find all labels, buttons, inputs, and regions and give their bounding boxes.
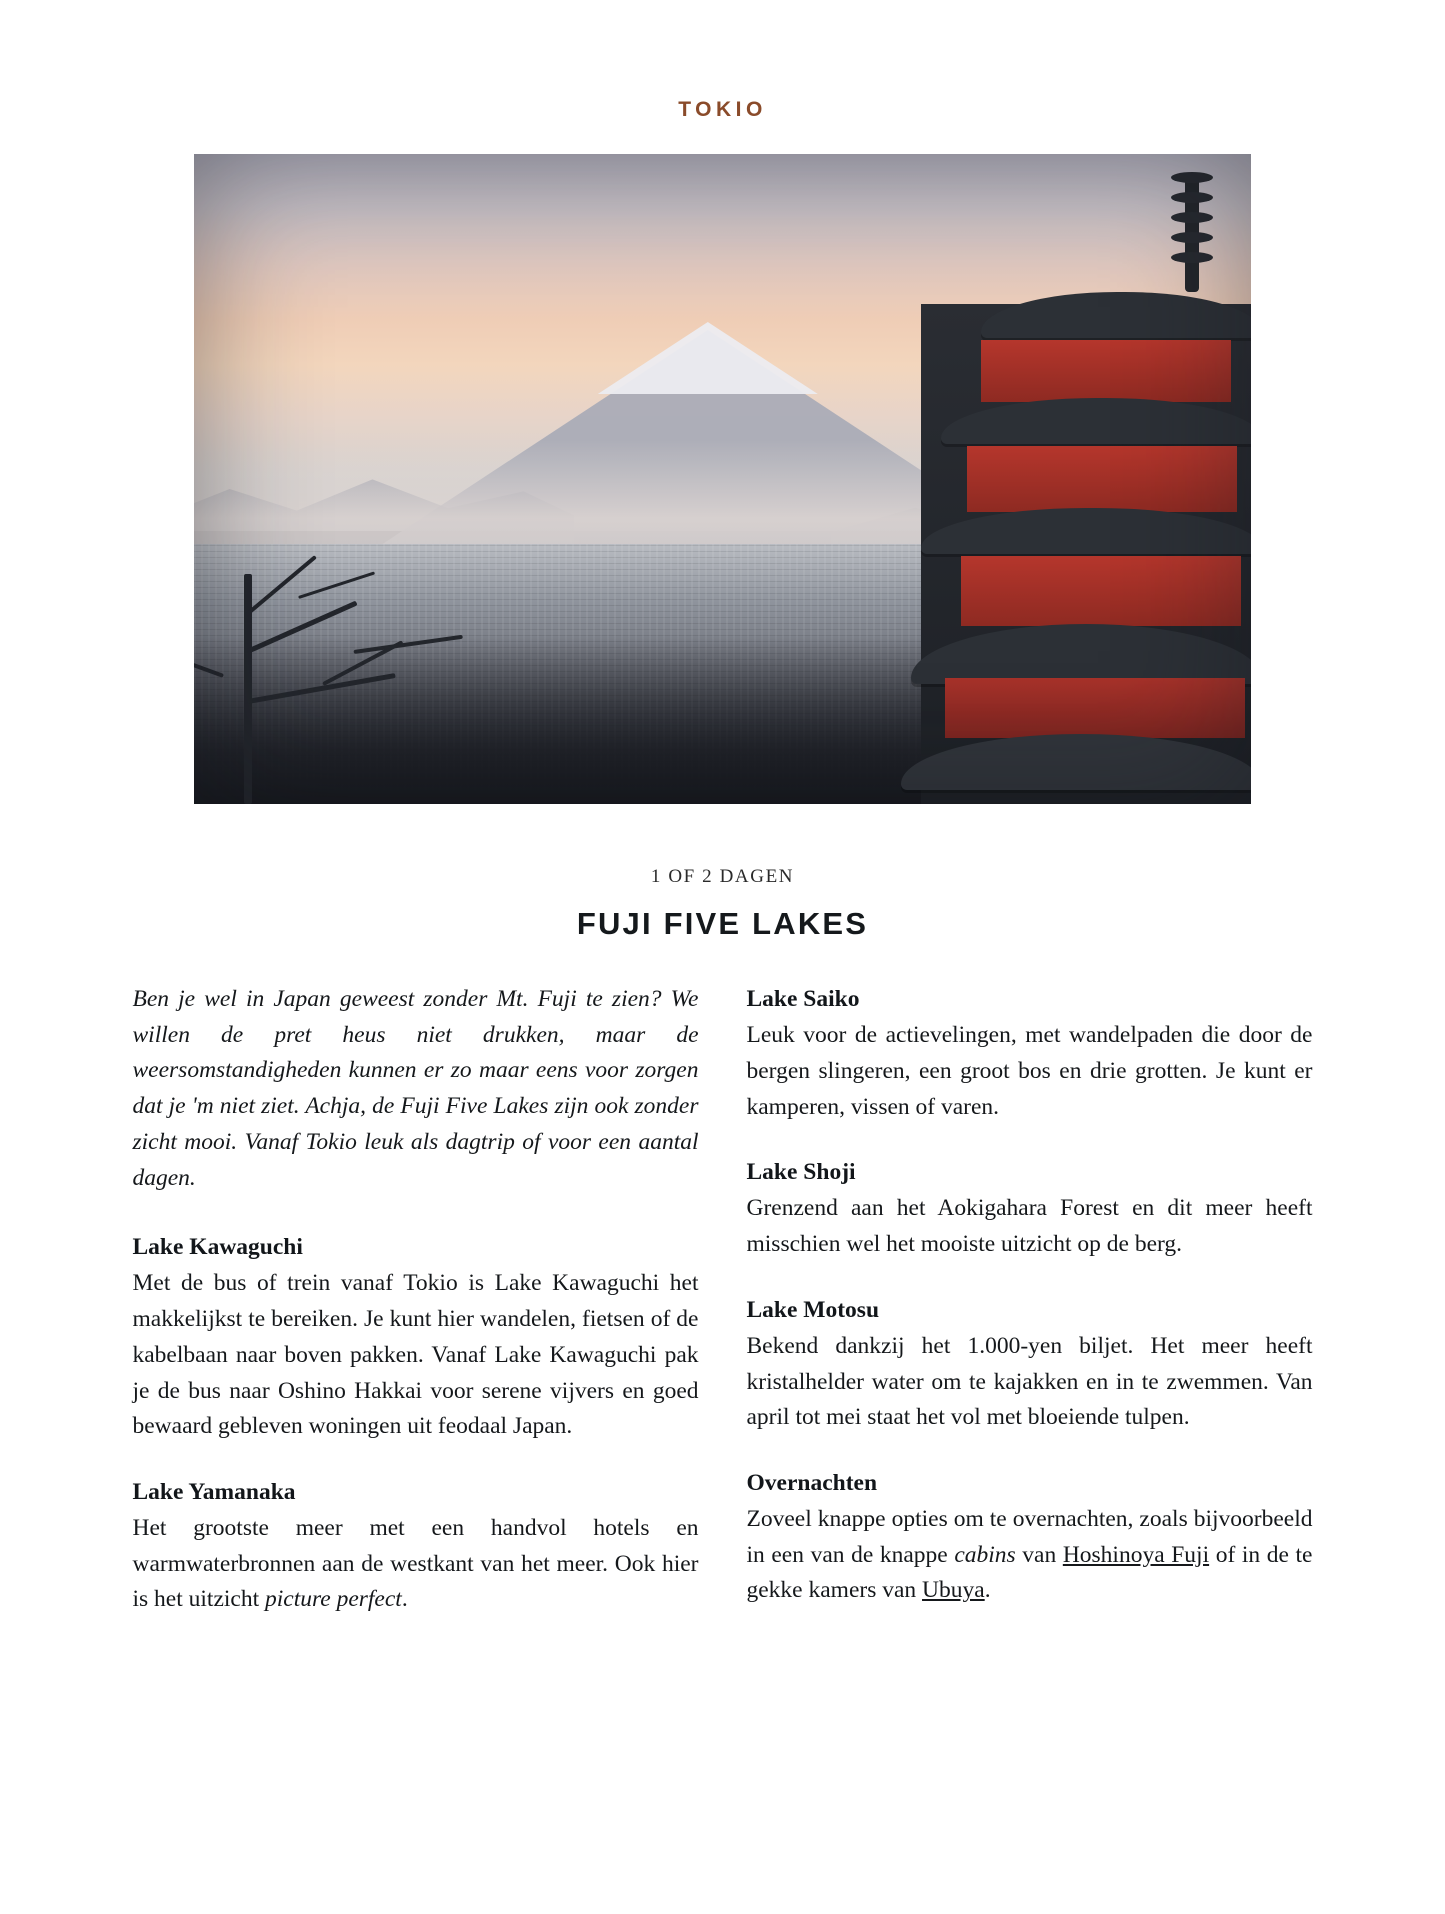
body-lake-motosu: Bekend dankzij het 1.000-yen biljet. Het meer heeft kristalhelder water om te kajakken en in te zwemmen. Van april tot mei staat het vol met bloeiende tulpen. bbox=[746, 1332, 1313, 1431]
heading-lake-yamanaka: Lake Yamanaka bbox=[132, 1478, 296, 1505]
section-lake-motosu bbox=[747, 1293, 1313, 1436]
pagoda-red-1 bbox=[981, 340, 1231, 402]
body-overnachten bbox=[747, 1502, 1313, 1609]
heading-overnachten: Overnachten bbox=[746, 1469, 878, 1496]
article-columns bbox=[133, 982, 1313, 1644]
document-header bbox=[0, 0, 1445, 122]
body-lake-saiko: Leuk voor de actievelingen, met wandelpaden die door de bergen slingeren, een groot bos en drie grotten. Je kunt er kamperen, vissen of varen. bbox=[746, 1022, 1313, 1120]
pagoda-red-4 bbox=[945, 678, 1245, 738]
link-hoshinoya-fuji[interactable]: Hoshinoya Fuji bbox=[1062, 1541, 1210, 1568]
hero-image bbox=[194, 154, 1251, 804]
emphasis-cabins: cabins bbox=[954, 1541, 1016, 1568]
page-kicker: TOKIO bbox=[678, 98, 767, 121]
section-lake-yamanaka bbox=[133, 1475, 699, 1618]
body-text-end: . bbox=[401, 1586, 408, 1613]
heading-lake-shoji: Lake Shoji bbox=[746, 1159, 856, 1186]
fuji-snowcap bbox=[597, 322, 817, 394]
body-text-1: Zoveel knappe opties om te overnachten, zoals bijvoorbeeld in een van de knappe bbox=[746, 1506, 1313, 1568]
hero-illustration bbox=[194, 154, 1251, 804]
section-lake-saiko bbox=[747, 982, 1313, 1125]
right-column bbox=[747, 982, 1313, 1635]
pagoda-roof-1 bbox=[981, 292, 1251, 338]
heading-lake-saiko: Lake Saiko bbox=[746, 986, 860, 1012]
body-lake-kawaguchi: Met de bus of trein vanaf Tokio is Lake Kawaguchi het makkelijkst te bereiken. Je kunt hier wandelen, fietsen of de kabelbaan naar boven pakken. Vanaf Lake Kawaguchi pak je de bus naar Oshino Hakkai voor serene vijvers en goed bewaard gebleven woningen uit feodaal Japan. bbox=[132, 1270, 699, 1440]
body-text: Het grootste meer met een handvol hotels en warmwaterbronnen aan de westkant van het meer. Ook hier is het uitzicht bbox=[132, 1515, 699, 1613]
bare-tree bbox=[204, 474, 534, 804]
left-column bbox=[133, 982, 699, 1644]
body-text-2: van bbox=[1015, 1541, 1063, 1568]
link-ubuya[interactable]: Ubuya bbox=[922, 1577, 985, 1604]
chureito-pagoda bbox=[921, 154, 1251, 804]
body-text-3: of in de te gekke kamers van bbox=[746, 1541, 1313, 1604]
section-lake-shoji bbox=[747, 1155, 1313, 1263]
lead-paragraph: Ben je wel in Japan geweest zonder Mt. Fuji te zien? We willen de pret heus niet drukken, maar de weersomstandigheden kunnen er zo maar eens voor zorgen dat je 'm niet ziet. Achja, de Fuji Five Lakes zijn ook zonder zicht mooi. Vanaf Tokio leuk als dagtrip of voor een aantal dagen. bbox=[132, 986, 699, 1191]
section-overnachten bbox=[747, 1466, 1313, 1609]
pagoda-red-3 bbox=[961, 556, 1241, 626]
section-title: FUJI FIVE LAKES bbox=[576, 906, 869, 941]
body-text-4: . bbox=[984, 1577, 991, 1604]
body-lake-yamanaka bbox=[133, 1511, 699, 1618]
section-lake-kawaguchi bbox=[133, 1230, 699, 1445]
body-lake-shoji: Grenzend aan het Aokigahara Forest en dit meer heeft misschien wel het mooiste uitzicht op de berg. bbox=[746, 1195, 1313, 1257]
emphasis-picture-perfect: picture perfect bbox=[265, 1586, 402, 1613]
heading-lake-kawaguchi: Lake Kawaguchi bbox=[132, 1234, 303, 1261]
heading-lake-motosu: Lake Motosu bbox=[746, 1296, 880, 1323]
section-meta: 1 OF 2 DAGEN bbox=[650, 866, 795, 887]
pagoda-red-2 bbox=[967, 446, 1237, 512]
